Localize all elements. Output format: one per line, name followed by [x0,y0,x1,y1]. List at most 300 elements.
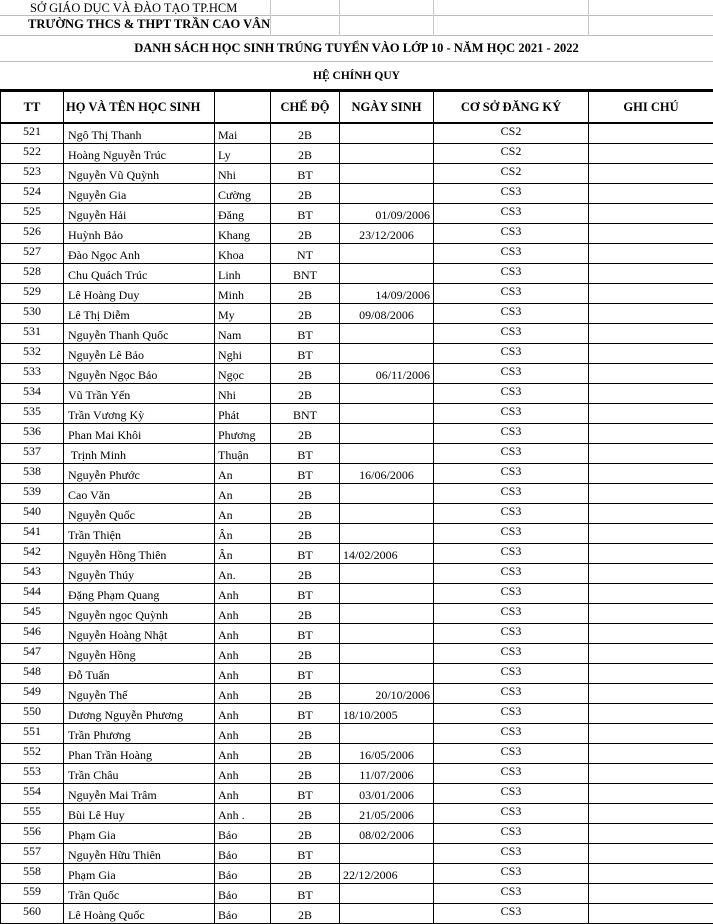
student-mode: 2B [271,604,340,624]
row-divider [0,15,713,16]
table-row [1,784,713,804]
student-campus: CS3 [434,564,589,584]
table-row [1,904,713,924]
student-dob [340,644,434,664]
student-mode: BT [271,164,340,184]
student-note [589,684,713,704]
student-note [589,804,713,824]
student-dob: 08/02/2006 [340,824,434,844]
student-dob [340,564,434,584]
student-last-name: Nguyễn ngọc Quỳnh [64,604,215,624]
student-campus: CS3 [434,804,589,824]
student-campus: CS3 [434,504,589,524]
row-number: 537 [1,444,64,464]
student-dob: 09/08/2006 [340,304,434,324]
student-note [589,744,713,764]
student-note [589,384,713,404]
student-first-name: Cường [215,184,271,204]
student-last-name: Hoàng Nguyễn Trúc [64,144,215,164]
student-last-name: Nguyễn Mai Trâm [64,784,215,804]
student-campus: CS3 [434,364,589,384]
student-dob [340,584,434,604]
table-row [1,424,713,444]
student-mode: 2B [271,123,340,144]
student-dob: 23/12/2006 [340,224,434,244]
table-row [1,284,713,304]
row-number: 530 [1,304,64,324]
row-number: 521 [1,123,64,144]
row-divider [0,61,713,62]
student-first-name: Mai [215,123,271,144]
student-note [589,164,713,184]
page-title: DANH SÁCH HỌC SINH TRÚNG TUYỂN VÀO LỚP 10 - NĂM HỌC 2021 - 2022 [0,41,713,56]
student-first-name: Anh [215,704,271,724]
student-last-name: Nguyễn Ngọc Bảo [64,364,215,384]
student-first-name: Nam [215,324,271,344]
student-last-name: Trần Phương [64,724,215,744]
student-mode: BT [271,324,340,344]
student-first-name: Bảo [215,884,271,904]
student-note [589,764,713,784]
student-dob [340,904,434,924]
student-first-name: Phát [215,404,271,424]
student-dob [340,444,434,464]
student-mode: BT [271,664,340,684]
student-mode: 2B [271,524,340,544]
table-header-row [1,91,713,124]
table-row [1,684,713,704]
row-number: 546 [1,624,64,644]
student-first-name: Ngọc [215,364,271,384]
student-campus: CS3 [434,884,589,904]
student-note [589,524,713,544]
student-first-name: Đăng [215,204,271,224]
student-mode: BT [271,624,340,644]
student-last-name: Huỳnh Bảo [64,224,215,244]
row-number: 552 [1,744,64,764]
student-mode: 2B [271,284,340,304]
student-dob [340,344,434,364]
student-mode: 2B [271,644,340,664]
column-header-dob: NGÀY SINH [340,91,434,124]
table-row [1,524,713,544]
table-row [1,584,713,604]
student-last-name: Trần Châu [64,764,215,784]
table-row [1,364,713,384]
table-row [1,484,713,504]
student-note [589,484,713,504]
student-dob [340,424,434,444]
row-number: 547 [1,644,64,664]
student-campus: CS3 [434,484,589,504]
row-number: 524 [1,184,64,204]
student-last-name: Trần Quốc [64,884,215,904]
student-mode: 2B [271,384,340,404]
table-row [1,604,713,624]
table-row [1,844,713,864]
table-row [1,824,713,844]
student-first-name: Minh [215,284,271,304]
student-mode: 2B [271,504,340,524]
table-row [1,644,713,664]
table-row [1,304,713,324]
student-note [589,204,713,224]
student-first-name: Anh . [215,804,271,824]
student-dob [340,184,434,204]
student-mode: 2B [271,564,340,584]
student-last-name: Vũ Trần Yến [64,384,215,404]
student-first-name: Bảo [215,904,271,924]
student-note [589,344,713,364]
table-row [1,264,713,284]
student-first-name: Linh [215,264,271,284]
student-last-name: Đào Ngọc Anh [64,244,215,264]
table-row [1,244,713,264]
student-last-name: Dương Nguyễn Phương [64,704,215,724]
student-mode: 2B [271,424,340,444]
cell-divider [270,0,271,36]
student-first-name: Nghi [215,344,271,364]
student-campus: CS3 [434,644,589,664]
student-last-name: Nguyễn Phước [64,464,215,484]
row-number: 553 [1,764,64,784]
student-campus: CS3 [434,204,589,224]
student-note [589,244,713,264]
student-dob: 06/11/2006 [340,364,434,384]
student-dob [340,144,434,164]
student-dob [340,664,434,684]
student-dob [340,324,434,344]
student-campus: CS2 [434,144,589,164]
student-last-name: Cao Văn [64,484,215,504]
student-campus: CS3 [434,584,589,604]
student-last-name: Nguyễn Vũ Quỳnh [64,164,215,184]
student-campus: CS2 [434,123,589,144]
student-dob [340,484,434,504]
row-number: 555 [1,804,64,824]
student-last-name: Nguyễn Thúy [64,564,215,584]
row-number: 560 [1,904,64,924]
row-number: 522 [1,144,64,164]
column-header-note: GHI CHÚ [589,91,713,124]
student-mode: 2B [271,904,340,924]
row-number: 550 [1,704,64,724]
student-first-name: Anh [215,604,271,624]
student-last-name: Nguyễn Hoàng Nhật [64,624,215,644]
table-row [1,324,713,344]
table-row [1,544,713,564]
student-dob [340,404,434,424]
student-last-name: Nguyễn Gia [64,184,215,204]
school-label: TRƯỜNG THCS & THPT TRẦN CAO VÂN [28,17,270,32]
program-label: HỆ CHÍNH QUY [0,70,713,82]
student-first-name: Khoa [215,244,271,264]
row-number: 529 [1,284,64,304]
student-mode: 2B [271,184,340,204]
student-mode: BT [271,444,340,464]
column-header-name: HỌ VÀ TÊN HỌC SINH [64,91,215,124]
row-number: 531 [1,324,64,344]
table-row [1,144,713,164]
student-dob: 16/05/2006 [340,744,434,764]
student-campus: CS3 [434,284,589,304]
table-row [1,764,713,784]
student-note [589,864,713,884]
student-last-name: Phan Mai Khôi [64,424,215,444]
student-campus: CS3 [434,524,589,544]
student-last-name: Phạm Gia [64,864,215,884]
row-number: 549 [1,684,64,704]
student-dob: 14/02/2006 [340,544,434,564]
cell-divider [433,0,434,36]
table-row [1,444,713,464]
student-note [589,184,713,204]
table-row [1,123,713,144]
student-last-name: Nguyễn Thế [64,684,215,704]
row-number: 557 [1,844,64,864]
student-campus: CS3 [434,384,589,404]
student-last-name: Nguyễn Hữu Thiên [64,844,215,864]
row-number: 556 [1,824,64,844]
student-campus: CS3 [434,624,589,644]
table-row [1,164,713,184]
student-note [589,364,713,384]
student-mode: 2B [271,744,340,764]
student-last-name: Lê Hoàng Duy [64,284,215,304]
table-row [1,744,713,764]
student-dob [340,604,434,624]
table-row [1,404,713,424]
student-dob [340,384,434,404]
student-first-name: Ân [215,544,271,564]
row-number: 545 [1,604,64,624]
student-dob: 18/10/2005 [340,704,434,724]
student-dob: 20/10/2006 [340,684,434,704]
student-dob [340,504,434,524]
student-campus: CS3 [434,404,589,424]
student-note [589,144,713,164]
row-number: 532 [1,344,64,364]
student-first-name: Anh [215,664,271,684]
student-mode: BT [271,584,340,604]
student-last-name: Đỗ Tuấn [64,664,215,684]
student-mode: BT [271,884,340,904]
student-dob [340,724,434,744]
table-row [1,704,713,724]
student-campus: CS3 [434,264,589,284]
student-mode: BNT [271,404,340,424]
student-note [589,584,713,604]
student-note [589,564,713,584]
student-campus: CS3 [434,464,589,484]
student-last-name: Trần Thiện [64,524,215,544]
table-row [1,884,713,904]
student-campus: CS3 [434,664,589,684]
student-last-name: Lê Hoàng Quốc [64,904,215,924]
student-campus: CS3 [434,744,589,764]
student-first-name: Anh [215,744,271,764]
student-campus: CS3 [434,764,589,784]
student-mode: BNT [271,264,340,284]
table-body [1,123,713,924]
student-mode: BT [271,344,340,364]
row-number: 544 [1,584,64,604]
student-note [589,844,713,864]
student-mode: BT [271,784,340,804]
student-campus: CS3 [434,684,589,704]
student-dob: 03/01/2006 [340,784,434,804]
student-note [589,904,713,924]
student-mode: NT [271,244,340,264]
student-campus: CS3 [434,784,589,804]
student-last-name: Lê Thị Diễm [64,304,215,324]
student-first-name: Ân [215,524,271,544]
student-note [589,704,713,724]
student-mode: BT [271,204,340,224]
student-first-name: Anh [215,644,271,664]
row-divider [0,35,713,36]
student-mode: 2B [271,224,340,244]
student-note [589,404,713,424]
student-last-name: Nguyễn Lê Bảo [64,344,215,364]
student-campus: CS3 [434,844,589,864]
student-campus: CS3 [434,824,589,844]
student-note [589,224,713,244]
student-mode: 2B [271,684,340,704]
student-dob: 16/06/2006 [340,464,434,484]
column-header-tt: TT [1,91,64,124]
table-row [1,564,713,584]
student-mode: BT [271,544,340,564]
student-first-name: Bảo [215,864,271,884]
student-note [589,264,713,284]
student-note [589,304,713,324]
student-mode: 2B [271,764,340,784]
student-first-name: Anh [215,624,271,644]
student-note [589,784,713,804]
row-number: 548 [1,664,64,684]
student-last-name: Ngô Thị Thanh [64,123,215,144]
student-first-name: Anh [215,584,271,604]
student-mode: 2B [271,144,340,164]
column-header-blank [215,91,271,124]
student-first-name: An. [215,564,271,584]
student-dob [340,524,434,544]
student-dob: 11/07/2006 [340,764,434,784]
department-label: SỞ GIÁO DỤC VÀ ĐÀO TẠO TP.HCM [30,1,237,16]
student-first-name: Anh [215,784,271,804]
student-note [589,324,713,344]
student-dob [340,884,434,904]
student-first-name: An [215,464,271,484]
student-last-name: Nguyễn Hải [64,204,215,224]
row-number: 554 [1,784,64,804]
student-note [589,444,713,464]
student-note [589,123,713,144]
student-dob [340,624,434,644]
row-number: 527 [1,244,64,264]
table-row [1,464,713,484]
student-note [589,824,713,844]
student-first-name: Nhi [215,384,271,404]
student-note [589,884,713,904]
student-note [589,544,713,564]
row-number: 542 [1,544,64,564]
row-number: 533 [1,364,64,384]
student-mode: BT [271,704,340,724]
student-campus: CS3 [434,444,589,464]
student-first-name: Phương [215,424,271,444]
student-last-name: Nguyễn Hồng Thiên [64,544,215,564]
student-note [589,724,713,744]
student-campus: CS3 [434,544,589,564]
student-campus: CS3 [434,344,589,364]
row-number: 528 [1,264,64,284]
student-note [589,424,713,444]
student-dob [340,264,434,284]
student-first-name: Nhi [215,164,271,184]
student-last-name: Phạm Gia [64,824,215,844]
table-row [1,804,713,824]
student-note [589,664,713,684]
row-number: 523 [1,164,64,184]
student-campus: CS3 [434,244,589,264]
student-dob [340,123,434,144]
student-last-name: Trần Vương Kỳ [64,404,215,424]
row-number: 534 [1,384,64,404]
student-first-name: Ly [215,144,271,164]
student-campus: CS2 [434,164,589,184]
student-dob: 01/09/2006 [340,204,434,224]
table-row [1,204,713,224]
student-campus: CS3 [434,724,589,744]
student-campus: CS3 [434,224,589,244]
table-row [1,504,713,524]
row-number: 539 [1,484,64,504]
student-last-name: Phan Trần Hoàng [64,744,215,764]
student-mode: 2B [271,824,340,844]
student-mode: BT [271,844,340,864]
column-header-mode: CHẾ ĐỘ [271,91,340,124]
row-number: 541 [1,524,64,544]
student-mode: 2B [271,724,340,744]
student-campus: CS3 [434,324,589,344]
student-last-name: Trịnh Minh [64,444,215,464]
student-first-name: Bảo [215,844,271,864]
student-mode: 2B [271,304,340,324]
student-note [589,644,713,664]
table-row [1,224,713,244]
student-last-name: Chu Quách Trúc [64,264,215,284]
student-dob: 21/05/2006 [340,804,434,824]
cell-divider [339,0,340,36]
student-mode: BT [271,464,340,484]
student-note [589,624,713,644]
row-number: 540 [1,504,64,524]
student-note [589,464,713,484]
student-first-name: Bảo [215,824,271,844]
student-campus: CS3 [434,304,589,324]
row-number: 535 [1,404,64,424]
student-first-name: Khang [215,224,271,244]
student-note [589,604,713,624]
student-last-name: Nguyễn Hồng [64,644,215,664]
table-row [1,384,713,404]
row-number: 543 [1,564,64,584]
table-row [1,184,713,204]
student-last-name: Nguyễn Thanh Quốc [64,324,215,344]
student-campus: CS3 [434,424,589,444]
